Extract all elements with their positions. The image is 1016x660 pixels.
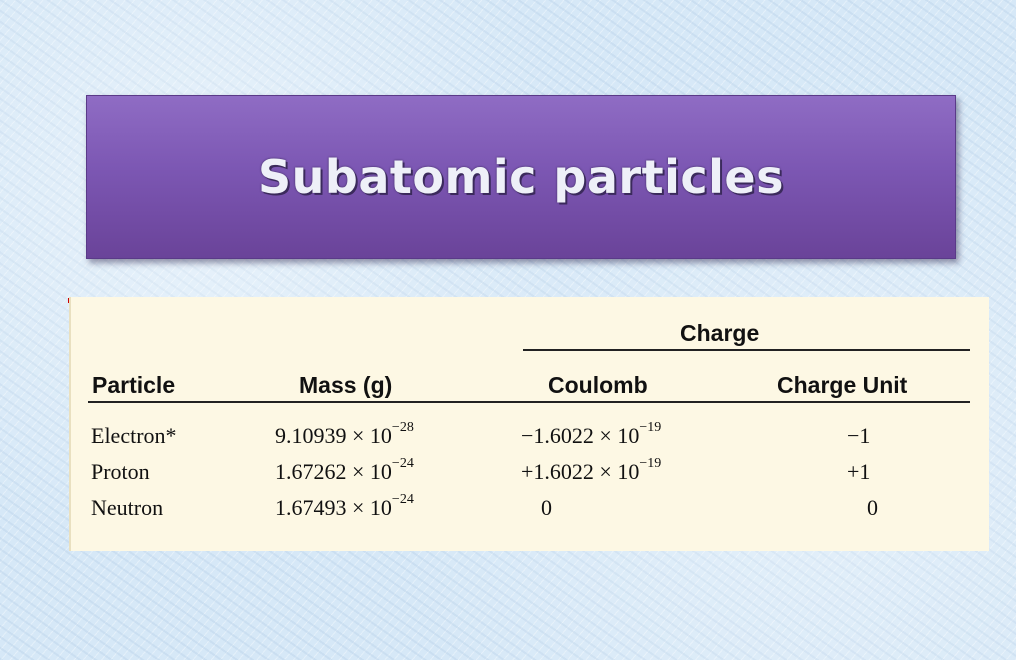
cell-mass: $1.67493 \times 10^{-24}$ bbox=[275, 491, 414, 520]
col-header-mass: Mass (g) bbox=[299, 372, 393, 398]
title-banner bbox=[86, 95, 956, 259]
cell-particle: Electron* bbox=[91, 423, 177, 448]
cell-particle: Neutron bbox=[91, 495, 164, 520]
cell-mass: $1.67262 \times 10^{-24}$ bbox=[275, 455, 414, 484]
charge-group-rule bbox=[523, 349, 970, 351]
col-header-coulomb: Coulomb bbox=[548, 372, 648, 398]
cell-coulomb: $+1.6022 \times 10^{-19}$ bbox=[521, 455, 662, 484]
cell-charge-unit: −1 bbox=[847, 423, 871, 448]
cell-particle: Proton bbox=[91, 459, 150, 484]
cell-charge-unit: +1 bbox=[847, 459, 871, 484]
particles-table bbox=[69, 297, 989, 551]
header-rule bbox=[88, 401, 970, 403]
cell-coulomb: $-1.6022 \times 10^{-19}$ bbox=[521, 419, 662, 448]
col-header-particle: Particle bbox=[92, 372, 176, 398]
charge-group-header: Charge bbox=[680, 320, 760, 346]
cell-mass: $9.10939 \times 10^{-28}$ bbox=[275, 419, 414, 448]
col-header-charge-unit: Charge Unit bbox=[777, 372, 908, 398]
cell-charge-unit: 0 bbox=[867, 495, 878, 520]
slide-title: Subatomic particles bbox=[258, 150, 784, 204]
cell-coulomb: 0 bbox=[541, 495, 552, 520]
